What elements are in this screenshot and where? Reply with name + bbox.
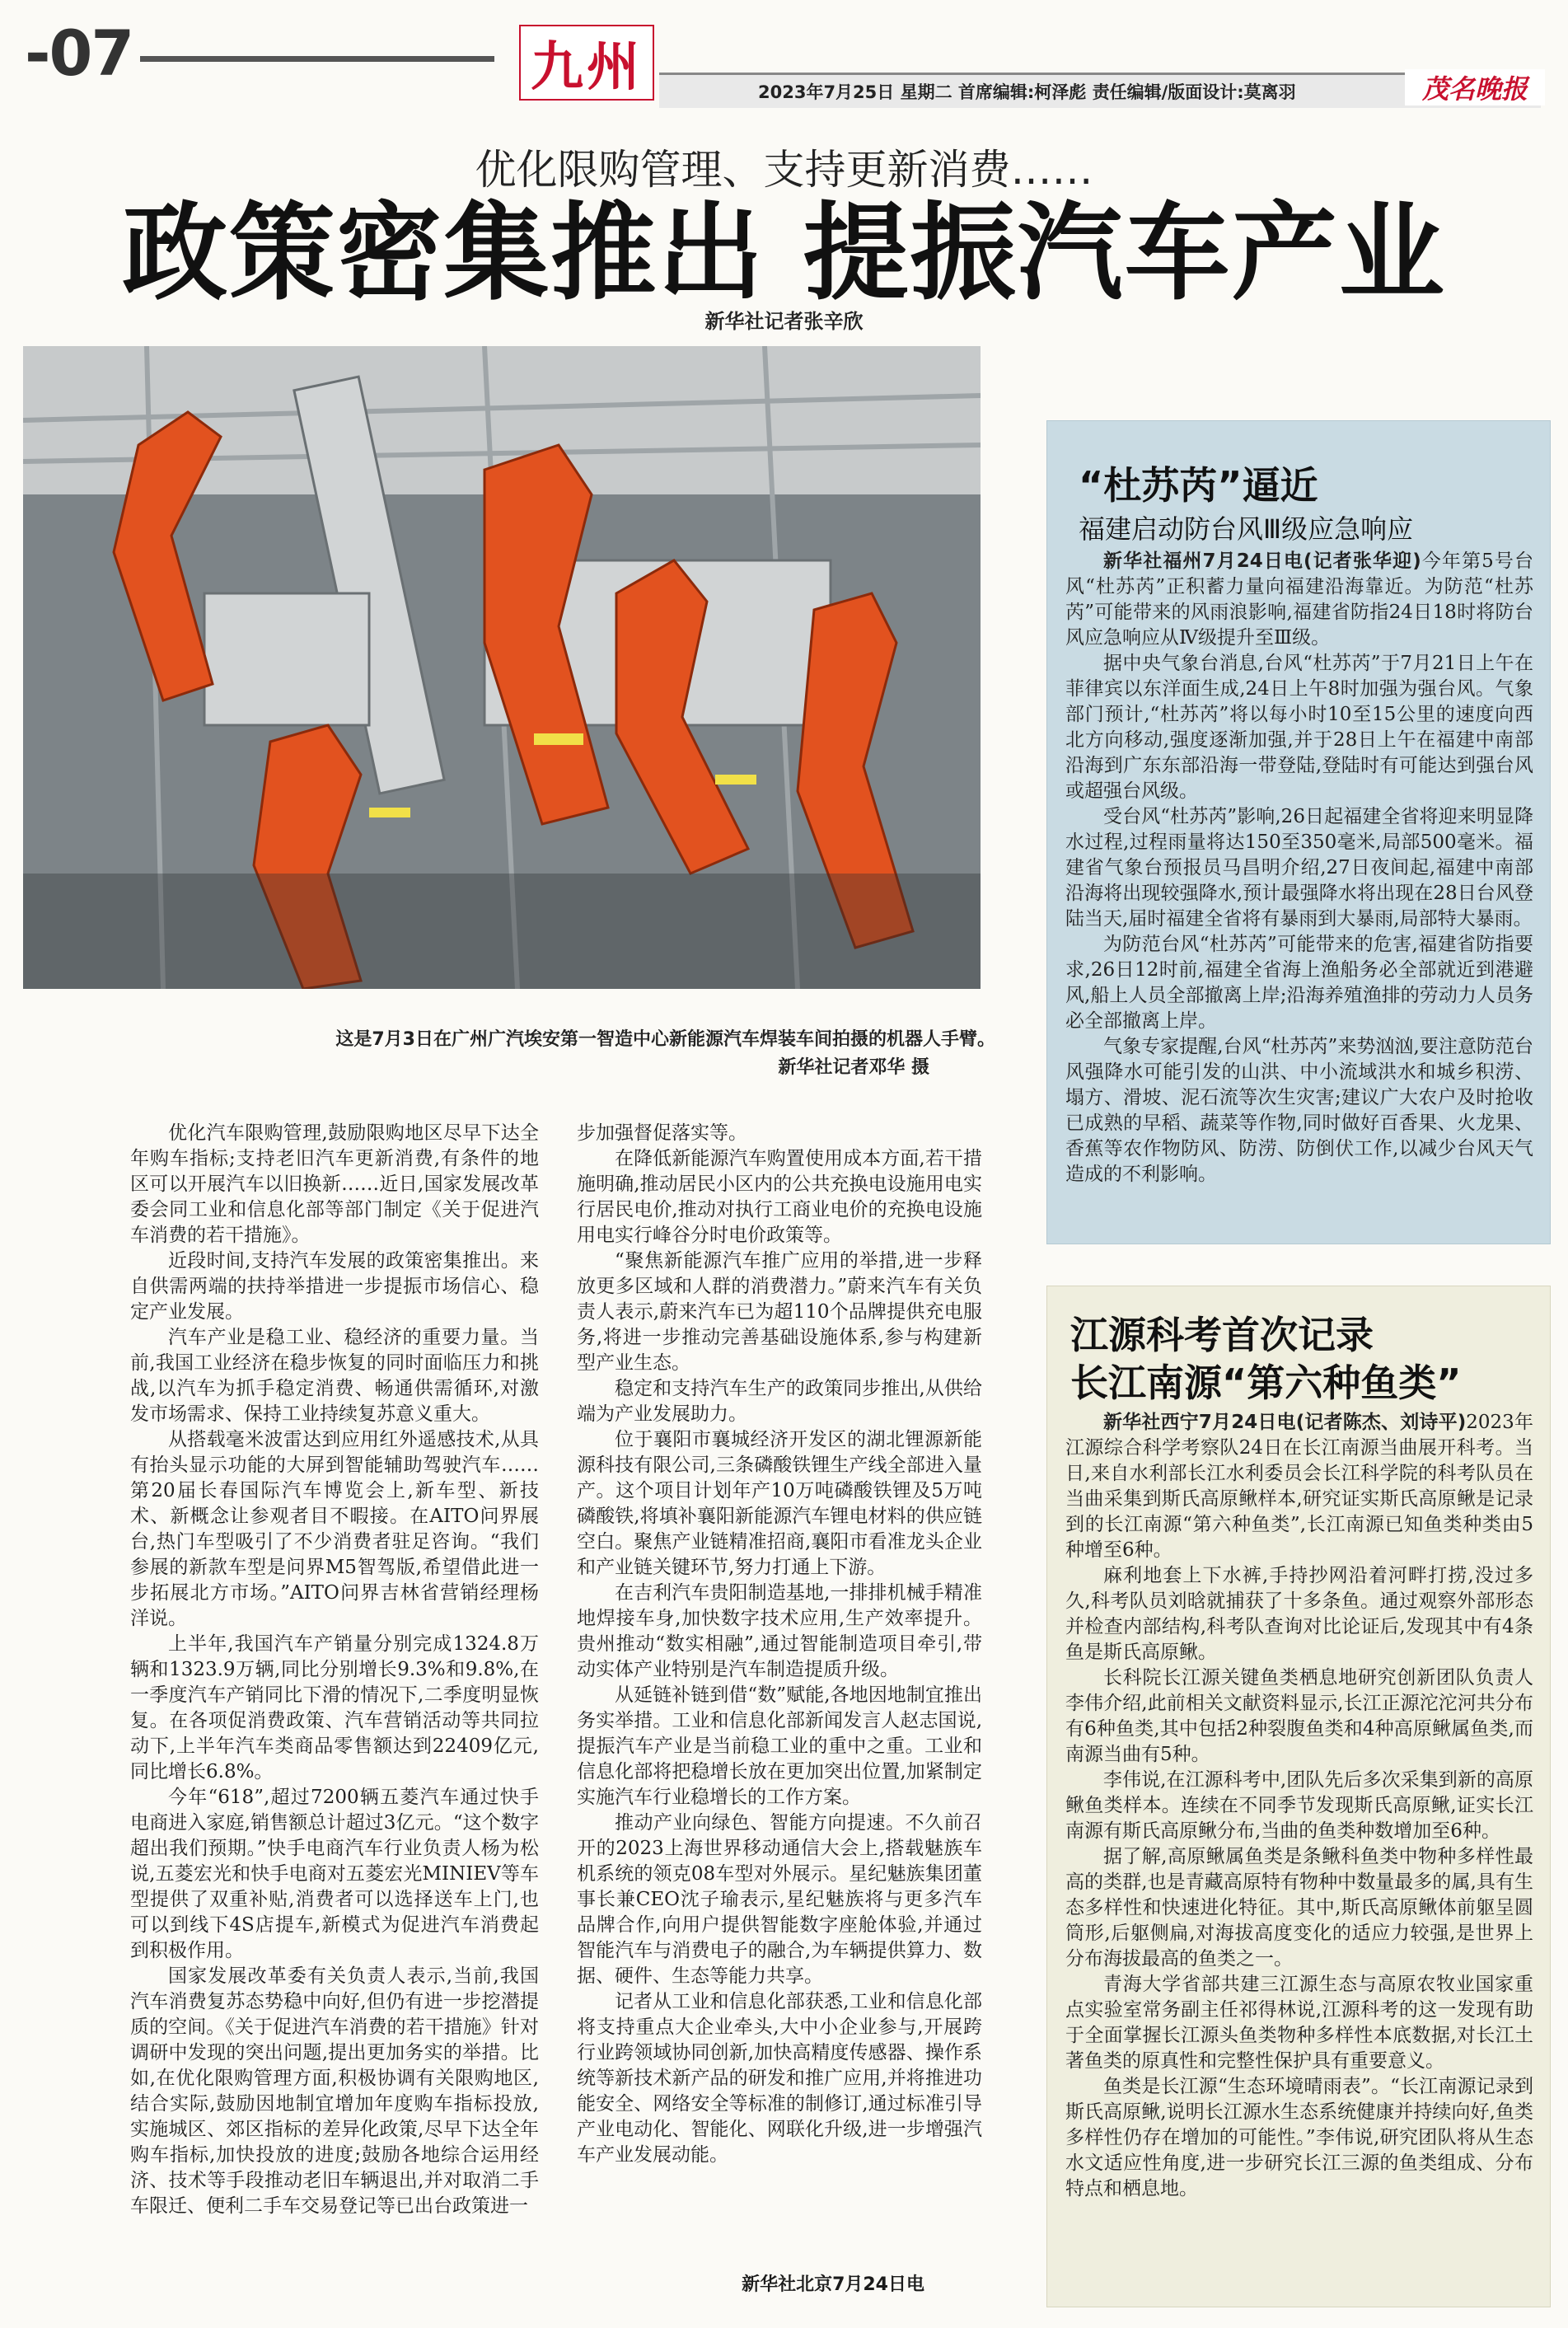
- article-kicker: 优化限购管理、支持更新消费……: [475, 146, 1093, 194]
- fish-story-box: [1046, 1286, 1551, 2307]
- typhoon-story-box: [1046, 420, 1551, 1244]
- paragraph: 优化汽车限购管理,鼓励限购地区尽早下达全年购车指标;支持老旧汽车更新消费,有条件的地区可以开展汽车以旧换新……近日,国家发展改革委会同工业和信息化部等部门制定《关于促进汽车消费的若干措施》。: [130, 1122, 539, 1246]
- section-name: 九州: [531, 36, 643, 98]
- typhoon-story-body: [1065, 549, 1533, 1233]
- issue-info: 2023年7月25日 星期二 首席编辑:柯泽彪 责任编辑/版面设计:莫离羽: [758, 82, 1296, 102]
- paragraph: 在吉利汽车贵阳制造基地,一排排机械手精准地焊接车身,加快数字技术应用,生产效率提升。贵州推动“数实相融”,通过智能制造项目牵引,带动实体产业特别是汽车制造提质升级。: [577, 1582, 982, 1680]
- header-rule: [140, 56, 494, 62]
- fish-story-body: [1065, 1410, 1533, 2300]
- article-headline: 政策密集推出 提振汽车产业: [122, 192, 1446, 315]
- paragraph: 位于襄阳市襄城经济开发区的湖北锂源新能源科技有限公司,三条磷酸铁锂生产线全部进入量产。这个项目计划年产10万吨磷酸铁锂及5万吨磷酸铁,将填补襄阳新能源汽车锂电材料的供应链空白。聚焦产业链精准招商,襄阳市看准龙头企业和产业链关键环节,努力打通上下游。: [577, 1429, 982, 1578]
- paragraph: 国家发展改革委有关负责人表示,当前,我国汽车消费复苏态势稳中向好,但仍有进一步挖潜提质的空间。《关于促进汽车消费的若干措施》针对调研中发现的突出问题,提出更加务实的举措。比如,在优化限购管理方面,积极协调有关限购地区,结合实际,鼓励因地制宜增加年度购车指标投放,实施城区、郊区指标的差异化政策,尽早下达全年购车指标,加快投放的进度;鼓励各地综合运用经济、技术等手段推动老旧车辆退出,并对取消二手车限迁、便利二手车交易登记等已出台政策进一: [130, 1965, 539, 2217]
- paragraph: 据了解,高原鳅属鱼类是条鳅科鱼类中物种多样性最高的类群,也是青藏高原特有物种中数量最多的属,具有生态多样性和快速进化特征。其中,斯氏高原鳅体前躯呈圆筒形,后躯侧扁,对海拔高度变化的适应力较强,是世界上分布海拔最高的鱼类之一。: [1065, 1846, 1533, 1970]
- paragraph: 青海大学省部共建三江源生态与高原农牧业国家重点实验室常务副主任祁得林说,江源科考的这一发现有助于全面掌握长江源头鱼类物种多样性本底数据,对长江土著鱼类的原真性和完整性保护具有重要意义。: [1065, 1974, 1533, 2072]
- paragraph: 从延链补链到借“数”赋能,各地因地制宜推出务实举措。工业和信息化部新闻发言人赵志国说,提振汽车产业是当前稳工业的重中之重。工业和信息化部将把稳增长放在更加突出位置,加紧制定实施汽车行业稳增长的工作方案。: [577, 1684, 982, 1808]
- paragraph: 稳定和支持汽车生产的政策同步推出,从供给端为产业发展助力。: [577, 1378, 982, 1425]
- paper-logo: [1405, 69, 1545, 105]
- article-dateline: 新华社北京7月24日电: [742, 2274, 924, 2295]
- article-column-2: [577, 1121, 982, 2307]
- paragraph: 从搭载毫米波雷达到应用红外遥感技术,从具有抬头显示功能的大屏到智能辅助驾驶汽车……第20届长春国际汽车博览会上,新车型、新技术、新概念让参观者目不暇接。在AITO问界展台,热门车型吸引了不少消费者驻足咨询。“我们参展的新款车型是问界M5智驾版,希望借此进一步拓展北方市场。”AITO问界吉林省营销经理杨洋说。: [130, 1429, 539, 1629]
- photo-illustration: [23, 346, 981, 989]
- paragraph: 李伟说,在江源科考中,团队先后多次采集到新的高原鳅鱼类样本。连续在不同季节发现斯氏高原鳅,证实长江南源有斯氏高原鳅分布,当曲的鱼类种数增加至6种。: [1065, 1769, 1533, 1842]
- paragraph: 为防范台风“杜苏芮”可能带来的危害,福建省防指要求,26日12时前,福建全省海上渔船务必全部就近到港避风,船上人员全部撤离上岸;沿海养殖渔排的劳动力人员务必全部撤离上岸。: [1065, 934, 1533, 1032]
- paragraph: 汽车产业是稳工业、稳经济的重要力量。当前,我国工业经济在稳步恢复的同时面临压力和挑战,以汽车为抓手稳定消费、畅通供需循环,对激发市场需求、保持工业持续复苏意义重大。: [130, 1327, 539, 1425]
- paragraph: [1065, 1410, 1533, 1563]
- paragraph: 推动产业向绿色、智能方向提速。不久前召开的2023上海世界移动通信大会上,搭载魅族车机系统的领克08车型对外展示。星纪魅族集团董事长兼CEO沈子瑜表示,星纪魅族将与更多汽车品牌合作,向用户提供智能数字座舱体验,并通过智能汽车与消费电子的融合,为车辆提供算力、数据、硬件、生态等能力共享。: [577, 1812, 982, 1987]
- paper-name: 茂名晚报: [1421, 73, 1528, 105]
- paragraph: 近段时间,支持汽车发展的政策密集推出。来自供需两端的扶持举措进一步提振市场信心、稳定产业发展。: [130, 1250, 539, 1323]
- paragraph: [1065, 549, 1533, 651]
- paragraph: 记者从工业和信息化部获悉,工业和信息化部将支持重点大企业牵头,大中小企业参与,开展跨行业跨领域协同创新,加快高精度传感器、操作系统等新技术新产品的研发和推广应用,并将推进功能安全、网络安全等标准的制修订,通过标准引导产业电动化、智能化、网联化升级,进一步增强汽车产业发展动能。: [577, 1991, 982, 2166]
- photo-caption-block: [23, 1026, 995, 1082]
- fish-story-title-line2: 长江南源“第六种鱼类”: [1070, 1361, 1462, 1405]
- paragraph: 上半年,我国汽车产销量分别完成1324.8万辆和1323.9万辆,同比分别增长9.3%和9.8%,在一季度汽车产销同比下滑的情况下,二季度明显恢复。在各项促消费政策、汽车营销活动等共同拉动下,上半年汽车类商品零售额达到22409亿元,同比增长6.8%。: [130, 1633, 539, 1782]
- article-column-1: [130, 1121, 539, 2307]
- fish-story-title-line1: 江源科考首次记录: [1070, 1313, 1374, 1357]
- typhoon-story-subtitle: 福建启动防台风Ⅲ级应急响应: [1079, 513, 1414, 545]
- paragraph-text: 2023年江源综合科学考察队24日在长江南源当曲展开科考。当日,来自水利部长江水利委员会长江科学院的科考队员在当曲采集到斯氏高原鳅样本,研究证实斯氏高原鳅是记录到的长江南源“第六种鱼类”,长江南源已知鱼类种类由5种增至6种。: [1065, 1412, 1533, 1561]
- photo-credit: 新华社记者邓华 摄: [778, 1057, 929, 1078]
- paragraph: 步加强督促落实等。: [577, 1122, 747, 1144]
- paragraph-text: 今年第5号台风“杜苏芮”正积蓄力量向福建沿海靠近。为防范“杜苏芮”可能带来的风雨浪影响,福建省防指24日18时将防台风应急响应从Ⅳ级提升至Ⅲ级。: [1065, 550, 1533, 649]
- article-byline: 新华社记者张辛欣: [704, 310, 864, 333]
- section-logo: [519, 25, 654, 101]
- paragraph: 据中央气象台消息,台风“杜苏芮”于7月21日上午在菲律宾以东洋面生成,24日上午8时加强为强台风。气象部门预计,“杜苏芮”将以每小时10至15公里的速度向西北方向移动,强度逐渐加强,并于28日上午在福建中南部沿海到广东东部沿海一带登陆,登陆时有可能达到强台风或超强台风级。: [1065, 653, 1533, 802]
- fish-story-title: [1070, 1311, 1532, 1407]
- paragraph: 长科院长江源关键鱼类栖息地研究创新团队负责人李伟介绍,此前相关文献资料显示,长江正源沱沱河共分布有6种鱼类,其中包括2种裂腹鱼类和4种高原鳅属鱼类,而南源当曲有5种。: [1065, 1667, 1533, 1765]
- paragraph: “聚焦新能源汽车推广应用的举措,进一步释放更多区域和人群的消费潜力。”蔚来汽车有关负责人表示,蔚来汽车已为超110个品牌提供充电服务,将进一步推动完善基础设施体系,参与构建新型产业生态。: [577, 1250, 982, 1374]
- photo-caption: 这是7月3日在广州广汽埃安第一智造中心新能源汽车焊装车间拍摄的机器人手臂。: [335, 1029, 995, 1050]
- paragraph: 气象专家提醒,台风“杜苏芮”来势汹汹,要注意防范台风强降水可能引发的山洪、中小流域洪水和城乡积涝、塌方、滑坡、泥石流等次生灾害;建议广大农户及时抢收已成熟的早稻、蔬菜等作物,同时做好百香果、火龙果、香蕉等农作物防风、防涝、防倒伏工作,以减少台风天气造成的不利影响。: [1065, 1036, 1533, 1185]
- paragraph: 在降低新能源汽车购置使用成本方面,若干措施明确,推动居民小区内的公共充换电设施用电实行居民电价,推动对执行工商业电价的充换电设施用电实行峰谷分时电价政策等。: [577, 1148, 982, 1246]
- paragraph: 麻利地套上下水裤,手持抄网沿着河畔打捞,没过多久,科考队员刘晗就捕获了十多条鱼。通过观察外部形态并检查内部结构,科考队查询对比论证后,发现其中有4条鱼是斯氏高原鳅。: [1065, 1565, 1533, 1663]
- robot-arm-photo: [23, 346, 981, 989]
- typhoon-story-title: “杜苏芮”逼近: [1079, 463, 1318, 508]
- page-number: -07: [25, 16, 133, 90]
- paragraph: 受台风“杜苏芮”影响,26日起福建全省将迎来明显降水过程,过程雨量将达150至350毫米,局部500毫米。福建省气象台预报员马昌明介绍,27日夜间起,福建中南部沿海将出现较强降水,预计最强降水将出现在28日台风登陆当天,届时福建全省将有暴雨到大暴雨,局部特大暴雨。: [1065, 806, 1533, 930]
- story-lead: 新华社福州7月24日电(记者张华迎): [1103, 550, 1421, 572]
- story-lead: 新华社西宁7月24日电(记者陈杰、刘诗平): [1103, 1412, 1467, 1433]
- paragraph: 鱼类是长江源“生态环境晴雨表”。“长江南源记录到斯氏高原鳅,说明长江源水生态系统健康并持续向好,鱼类多样性仍存在增加的可能性。”李伟说,研究团队将从生态水文适应性角度,进一步研究长江三源的鱼类组成、分布特点和栖息地。: [1065, 2076, 1533, 2199]
- paragraph: 今年“618”,超过7200辆五菱汽车通过快手电商进入家庭,销售额总计超过3亿元。“这个数字超出我们预期。”快手电商汽车行业负责人杨为松说,五菱宏光和快手电商对五菱宏光MINIEV等车型提供了双重补贴,消费者可以选择送车上门,也可以到线下4S店提车,新模式为促进汽车消费起到积极作用。: [130, 1787, 539, 1961]
